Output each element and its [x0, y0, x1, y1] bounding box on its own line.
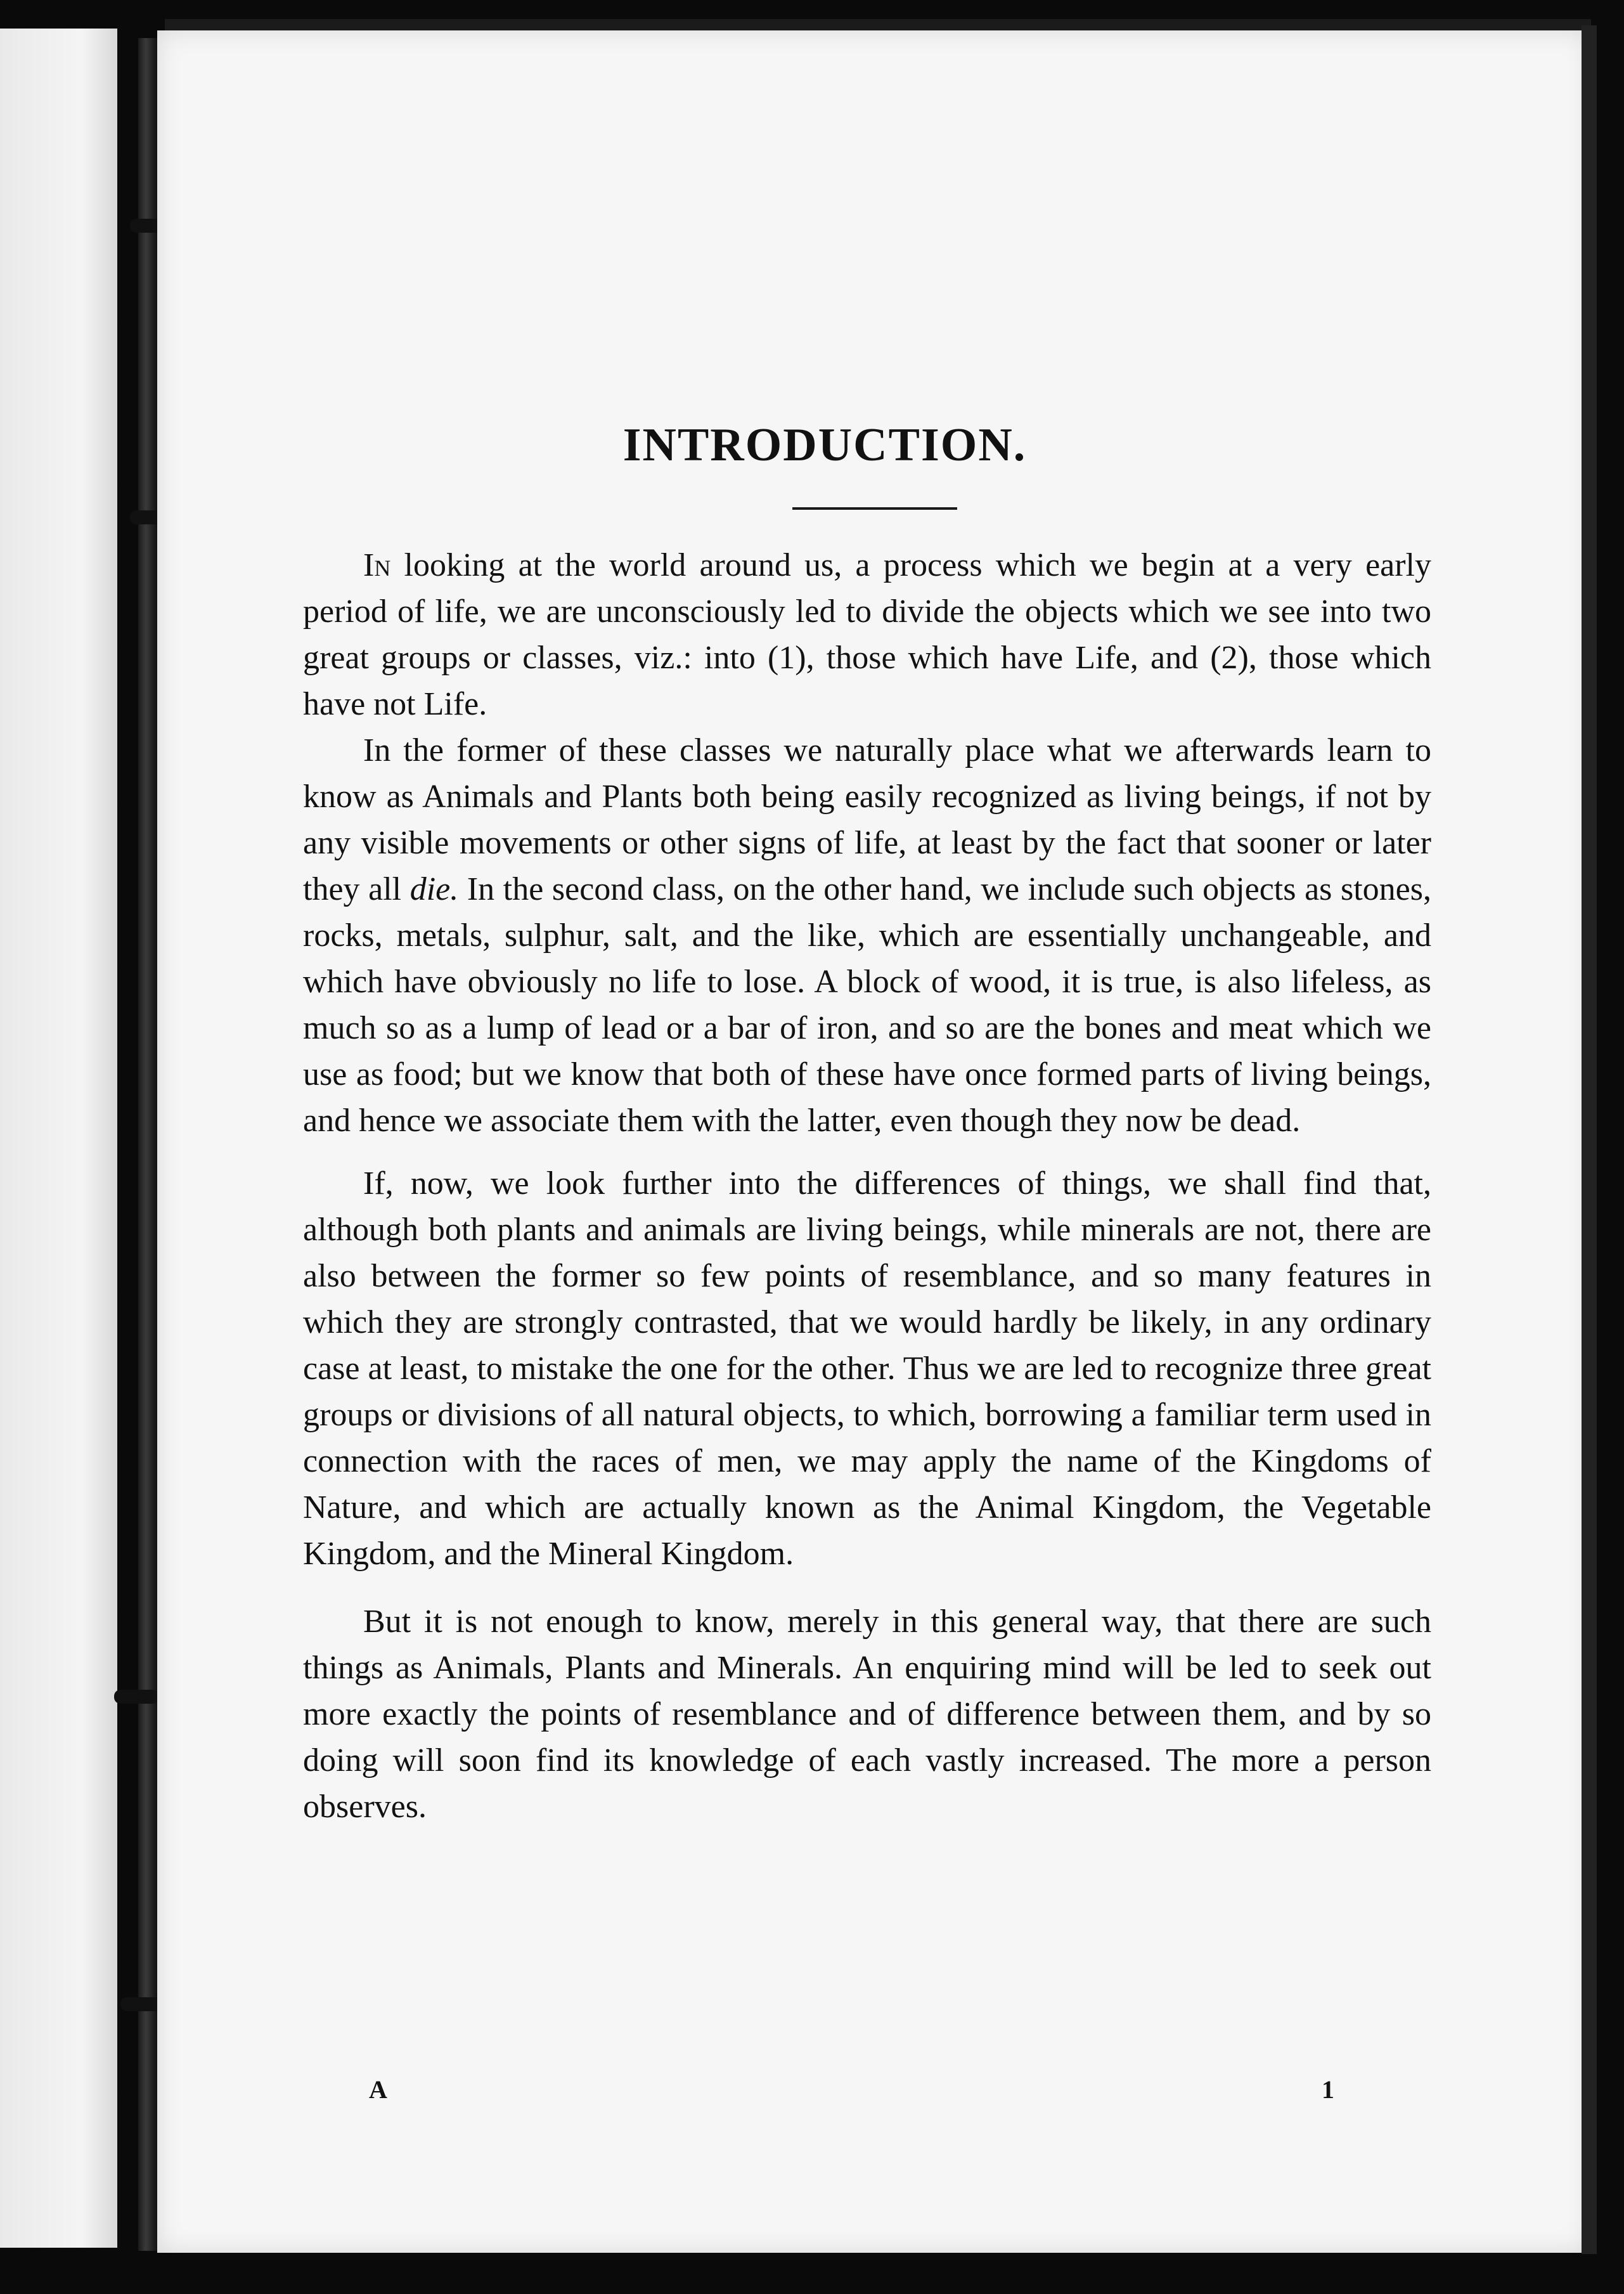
page-right-edge [1582, 25, 1597, 2254]
paragraph-text: If, now, we look further into the differences of things, we shall find that, although both plants and animals are living beings, while minerals are not, there are also between the former so few points of resemblance, and so many features in which they are strongly contrasted, that we would hardly be likely, in any ordinary case at least, to mistake the one for the other. Thus we are led to recognize three great groups or divisions of all natural objects, to which, borrowing a familiar term used in connection with the races of men, we may apply the name of the Kingdoms of Nature, and which are actually known as the Animal Kingdom, the Vegetable Kingdom, and the Mineral Kingdom. [303, 1165, 1431, 1572]
page-title: INTRODUCTION. [622, 419, 1027, 471]
paragraph-4 [303, 1598, 1431, 1830]
page-number: 1 [1322, 2075, 1334, 2104]
paragraph-3 [303, 1160, 1431, 1577]
paragraph-text-tail: In the second class, on the other hand, we include such objects as stones, rocks, metals, sulphur, salt, and the like, which are essentially unchangeable, and which have obviously no life to lose. A block of wood, it is true, is also lifeless, as much so as a lump of lead or a bar of iron, and so are the bones and meat which we use as food; but we know that both of these have once formed parts of living beings, and hence we associate them with the latter, even though they now be dead. [303, 871, 1431, 1139]
paragraph-text: In the former of these classes we naturally place what we afterwards learn to know as Animals and Plants both being easily recognized as living beings, if not by any visible movements or other signs of life, at least by the fact that sooner or later they all [303, 732, 1431, 907]
left-page-edge [0, 29, 117, 2248]
paragraph-text: looking at the world around us, a process which we begin at a very early period of life, we are unconsciously led to divide the objects which we see into two great groups or classes, viz.: into (1), those which have Life, and (2), those which have not Life. [303, 547, 1431, 722]
paragraph-lead: In [363, 547, 391, 583]
paragraph-emphasis: die. [409, 871, 459, 907]
paragraph-text: But it is not enough to know, merely in this general way, that there are such things as Animals, Plants and Minerals. An enquiring mind will be led to seek out more exactly the points of resemblance and of difference between them, and by so doing will soon find its knowledge of each vastly increased. The more a person observes. [303, 1604, 1431, 1825]
book-spine [138, 38, 157, 2251]
signature-mark: A [369, 2075, 387, 2104]
body-text [303, 542, 1431, 1830]
paragraph-2 [303, 727, 1431, 1144]
paragraph-1 [303, 542, 1431, 727]
title-divider [792, 507, 957, 510]
binding-stitch [114, 1690, 158, 1704]
